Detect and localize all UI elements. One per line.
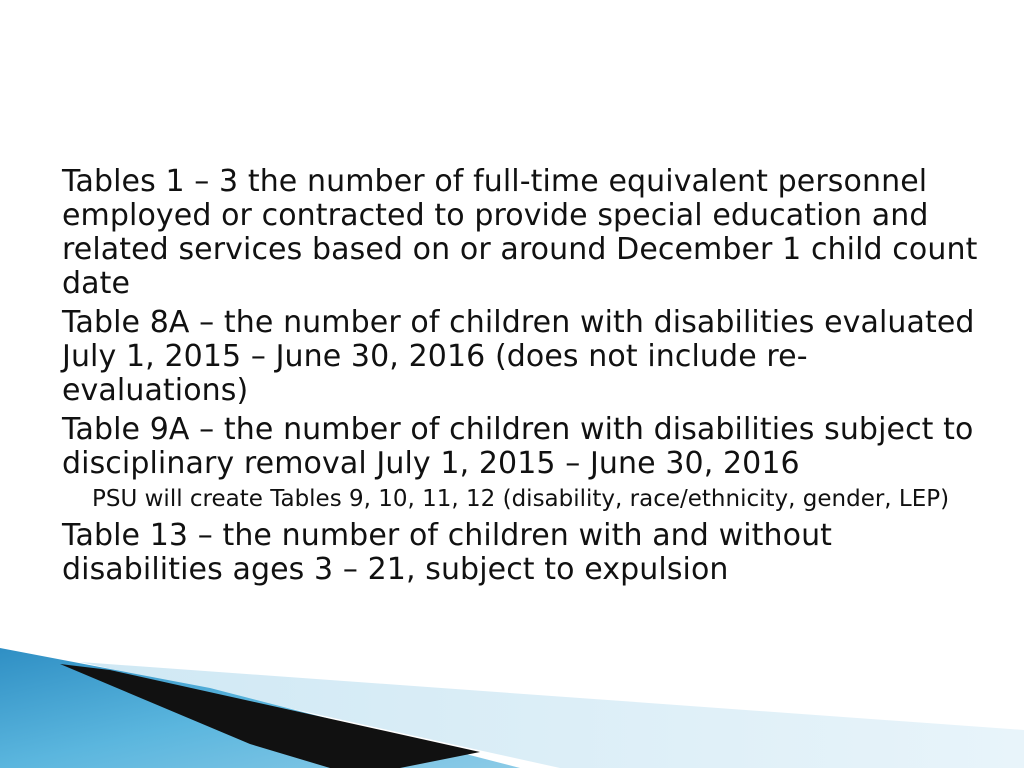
bullet-table-8a: Table 8A – the number of children with disabilities evaluated July 1, 2015 – June 30, 2016 (does not include re-evaluations) bbox=[62, 305, 975, 408]
bullet-tables-1-3: Tables 1 – 3 the number of full-time equivalent personnel employed or contracted to provide special education and related services based on or around December 1 child count date bbox=[62, 164, 978, 301]
bullet-table-13: Table 13 – the number of children with and without disabilities ages 3 – 21, subject to expulsion bbox=[62, 518, 833, 587]
bullet-table-9a: Table 9A – the number of children with disabilities subject to disciplinary removal July 1, 2015 – June 30, 2016 bbox=[62, 412, 974, 481]
slide-body bbox=[62, 165, 982, 592]
decorative-swoosh bbox=[0, 640, 1024, 768]
sub-bullet-psu-tables: PSU will create Tables 9, 10, 11, 12 (disability, race/ethnicity, gender, LEP) bbox=[92, 486, 950, 512]
